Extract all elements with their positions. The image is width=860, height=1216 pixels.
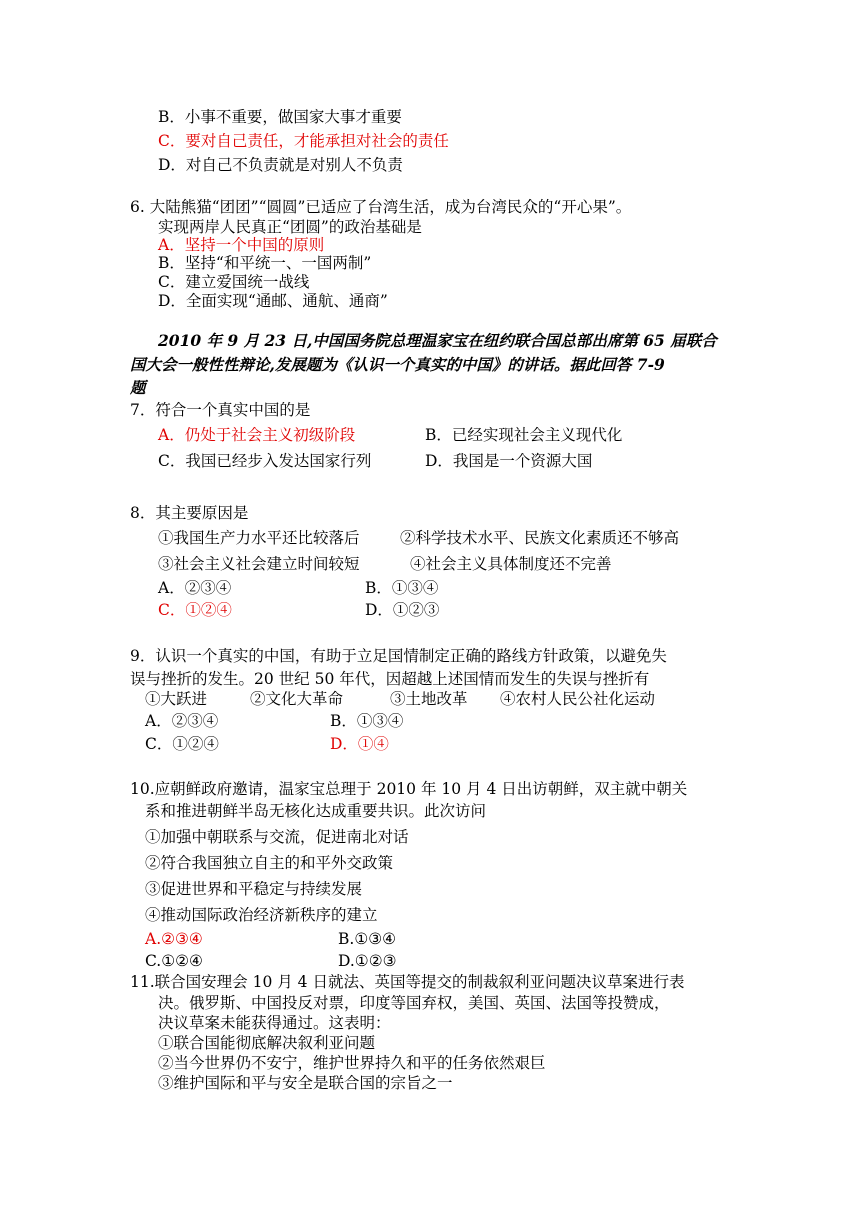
q11-stem-line-2: 决。俄罗斯、中国投反对票，印度等国弃权，美国、英国、法国等投赞成， [158, 994, 670, 1012]
q10-item-2: ②符合我国独立自主的和平外交政策 [145, 854, 394, 872]
q9-option-b: B．①③④ [330, 712, 404, 730]
q6-stem-line-1: 6. 大陆熊猫“团团”“圆圆”已适应了台湾生活，成为台湾民众的“开心果”。 [130, 198, 632, 216]
q6-option-c: C．建立爱国统一战线 [158, 273, 310, 291]
q8-option-d: D．①②③ [365, 601, 440, 619]
q7-option-a-answer: A．仍处于社会主义初级阶段 [158, 426, 356, 444]
q10-item-1: ①加强中朝联系与交流，促进南北对话 [145, 828, 409, 846]
q8-option-a: A．②③④ [158, 579, 232, 597]
q11-stem-line-3: 决议草案未能获得通过。这表明： [158, 1014, 391, 1032]
q9-option-d-answer: D．①④ [330, 735, 389, 753]
q8-option-c-answer: C．①②④ [158, 601, 232, 619]
q10-stem-line-2: 系和推进朝鲜半岛无核化达成重要共识。此次访问 [145, 802, 487, 820]
q9-stem-line-2: 误与挫折的发生。20 世纪 50 年代，因超越上述国情而发生的失误与挫折有 [130, 670, 650, 688]
q11-item-1: ①联合国能彻底解决叙利亚问题 [158, 1034, 376, 1052]
passage-line-3: 题 [130, 378, 146, 397]
q8-stem: 8．其主要原因是 [130, 504, 249, 522]
q7-stem: 7．符合一个真实中国的是 [130, 401, 311, 419]
q11-item-2: ②当今世界仍不安宁，维护世界持久和平的任务依然艰巨 [158, 1054, 546, 1072]
q9-item-3: ③土地改革 [390, 690, 468, 708]
q9-option-a: A．②③④ [145, 712, 219, 730]
q10-item-3: ③促进世界和平稳定与持续发展 [145, 880, 363, 898]
q9-item-2: ②文化大革命 [250, 690, 344, 708]
q8-item-4: ④社会主义具体制度还不完善 [410, 555, 612, 573]
q10-option-d: D.①②③ [338, 952, 397, 970]
q8-item-3: ③社会主义社会建立时间较短 [158, 555, 360, 573]
q9-item-1: ①大跃进 [145, 690, 208, 708]
q10-stem-line-1: 10.应朝鲜政府邀请，温家宝总理于 2010 年 10 月 4 日出访朝鲜，双主就中朝关 [130, 780, 688, 798]
q6-option-b: B．坚持“和平统一、一国两制” [158, 254, 372, 272]
q11-item-3: ③维护国际和平与安全是联合国的宗旨之一 [158, 1074, 453, 1092]
q10-item-4: ④推动国际政治经济新秩序的建立 [145, 906, 378, 924]
q5-option-b: B．小事不重要，做国家大事才重要 [158, 108, 402, 126]
q7-option-b: B．已经实现社会主义现代化 [425, 426, 623, 444]
q10-option-b: B.①③④ [338, 930, 397, 948]
q5-option-d: D．对自己不负责就是对别人不负责 [158, 156, 403, 174]
q10-option-c: C.①②④ [145, 952, 203, 970]
q10-option-a-answer: A.②③④ [145, 930, 203, 948]
q7-option-c: C．我国已经步入发达国家行列 [158, 452, 372, 470]
q6-stem-line-2: 实现两岸人民真正“团圆”的政治基础是 [158, 218, 422, 236]
q7-option-d: D．我国是一个资源大国 [425, 452, 593, 470]
q5-option-c-answer: C．要对自己责任，才能承担对社会的责任 [158, 132, 449, 150]
q9-item-4: ④农村人民公社化运动 [500, 690, 656, 708]
q8-item-1: ①我国生产力水平还比较落后 [158, 529, 360, 547]
q8-item-2: ②科学技术水平、民族文化素质还不够高 [400, 529, 680, 547]
q6-option-a-answer: A．坚持一个中国的原则 [158, 236, 325, 254]
q9-stem-line-1: 9．认识一个真实的中国，有助于立足国情制定正确的路线方针政策，以避免失 [130, 647, 667, 665]
q11-stem-line-1: 11.联合国安理会 10 月 4 日就法、英国等提交的制裁叙利亚问题决议草案进行表 [130, 973, 685, 991]
passage-line-2: 国大会一般性性辩论,发展题为《认识一个真实的中国》的讲话。据此回答 7-9 [130, 355, 665, 374]
passage-line-1: 2010 年 9 月 23 日,中国国务院总理温家宝在纽约联合国总部出席第 65 届联合 [158, 331, 717, 350]
q9-option-c: C．①②④ [145, 735, 219, 753]
q6-option-d: D．全面实现“通邮、通航、通商” [158, 292, 388, 310]
q8-option-b: B．①③④ [365, 579, 439, 597]
